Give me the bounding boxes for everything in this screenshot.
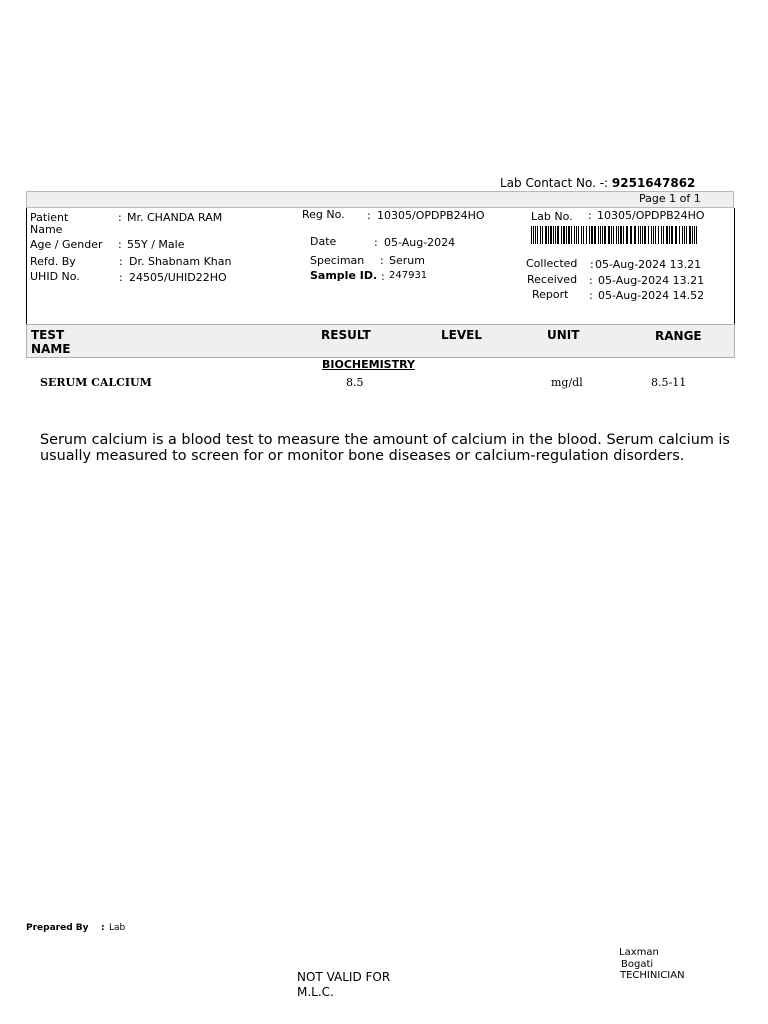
- uhid-label: UHID No.: [30, 270, 80, 283]
- collected-value: 05-Aug-2024 13.21: [595, 258, 702, 271]
- signatory: [619, 947, 685, 982]
- date-colon: :: [374, 236, 378, 249]
- validity-note-line2: M.L.C.: [297, 985, 334, 999]
- specimen-label: Speciman: [310, 254, 365, 267]
- patient-name-value: Mr. CHANDA RAM: [127, 211, 223, 224]
- signatory-line1: Laxman: [619, 947, 659, 958]
- received-label: Received: [527, 273, 578, 286]
- age-gender-colon: :: [118, 238, 122, 251]
- uhid-value: 24505/UHID22HO: [129, 271, 227, 284]
- column-range: RANGE: [655, 329, 702, 343]
- column-test-name-line1: TEST: [31, 328, 65, 342]
- patient-name-colon: :: [118, 211, 122, 224]
- lab-no-colon: :: [588, 209, 592, 222]
- column-level: LEVEL: [441, 328, 482, 342]
- received-colon: :: [589, 274, 593, 287]
- lab-contact: [500, 176, 695, 190]
- reg-no-colon: :: [367, 209, 371, 222]
- prepared-by-colon: :: [101, 923, 105, 933]
- test-description: Serum calcium is a blood test to measure the amount of calcium in the blood. Serum calcium is usually measured to screen for or monitor bone diseases or calcium-regulation disorders.: [40, 432, 730, 464]
- date-label: Date: [310, 235, 337, 248]
- page-bar: [26, 191, 734, 208]
- section-heading: BIOCHEMISTRY: [322, 358, 415, 371]
- refd-by-label: Refd. By: [30, 255, 76, 268]
- table-row-range: 8.5-11: [651, 376, 687, 389]
- refd-by-colon: :: [119, 255, 123, 268]
- sample-id-value: 247931: [389, 270, 428, 281]
- prepared-by-label: Prepared By: [26, 923, 89, 933]
- patient-name-label: [30, 212, 68, 236]
- specimen-value: Serum: [389, 254, 425, 267]
- validity-note: [297, 970, 390, 1000]
- collected-colon: :: [590, 258, 594, 271]
- specimen-colon: :: [380, 254, 384, 267]
- age-gender-value: 55Y / Male: [127, 238, 185, 251]
- lab-contact-label: Lab Contact No. -:: [500, 176, 612, 190]
- lab-no-label: Lab No.: [531, 210, 573, 223]
- patient-name-label-line1: Patient: [30, 211, 69, 224]
- column-result: RESULT: [321, 328, 371, 342]
- prepared-by-value: Lab: [109, 923, 126, 933]
- results-table-header: [26, 324, 735, 358]
- signatory-line3: TECHINICIAN: [620, 970, 685, 981]
- column-test-name: [31, 328, 70, 356]
- sample-id-colon: :: [381, 270, 385, 283]
- sample-id-label: Sample ID.: [310, 269, 378, 282]
- collected-label: Collected: [526, 257, 578, 270]
- column-unit: UNIT: [547, 328, 580, 342]
- table-row-unit: mg/dl: [551, 376, 583, 389]
- lab-no-value: 10305/OPDPB24HO: [597, 209, 705, 222]
- report-value: 05-Aug-2024 14.52: [598, 289, 705, 302]
- refd-by-value: Dr. Shabnam Khan: [129, 255, 232, 268]
- age-gender-label: Age / Gender: [30, 238, 103, 251]
- received-value: 05-Aug-2024 13.21: [598, 274, 705, 287]
- column-test-name-line2: NAME: [31, 342, 71, 356]
- table-row-result: 8.5: [346, 376, 364, 389]
- reg-no-value: 10305/OPDPB24HO: [377, 209, 485, 222]
- validity-note-line1: NOT VALID FOR: [297, 970, 391, 984]
- lab-contact-number: 9251647862: [611, 176, 696, 190]
- report-colon: :: [589, 289, 593, 302]
- page-indicator: Page 1 of 1: [639, 192, 701, 205]
- uhid-colon: :: [119, 271, 123, 284]
- signatory-line2: Bogati: [621, 958, 654, 970]
- report-label: Report: [532, 288, 569, 301]
- patient-name-label-line2: Name: [30, 223, 63, 236]
- barcode-image: [531, 226, 697, 244]
- reg-no-label: Reg No.: [302, 208, 345, 221]
- date-value: 05-Aug-2024: [384, 236, 456, 249]
- table-row-test: SERUM CALCIUM: [40, 376, 152, 389]
